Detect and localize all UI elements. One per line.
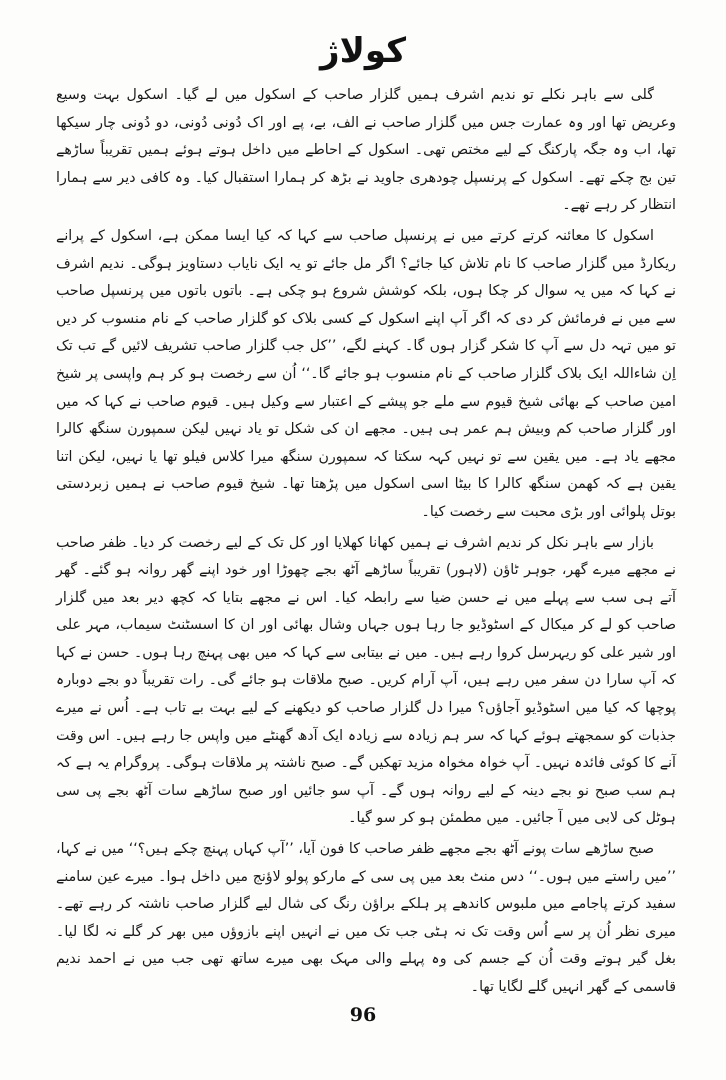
- paragraph: اسکول کا معائنہ کرتے کرتے میں نے پرنسپل صاحب سے کہا کہ کیا ایسا ممکن ہے، اسکول کے پرانے ریکارڈ میں گلزار صاحب کا نام تلاش کیا جائے؟ اگر مل جائے تو یہ ایک نایاب دستاویز ہوگی۔ ندیم اشرف نے کہا کہ میں یہ سوال کر چکا ہوں، بلکہ کوشش شروع ہو چکی ہے۔ باتوں باتوں میں پرنسپل صاحب سے میں نے فرمائش کر دی کہ اگر آپ اپنے اسکول کے کسی بلاک کو گلزار صاحب کے نام منسوب کر دیں تو میں تہہ دل سے آپ کا شکر گزار ہوں گا۔ کہنے لگے، ’’کل جب گلزار صاحب تشریف لائیں گے تب تک اِن شاءاللہ ایک بلاک گلزار صاحب کے نام منسوب ہو جائے گا۔‘‘ اُن سے رخصت ہو کر ہم واپسی پر شیخ امین صاحب کے بھائی شیخ قیوم سے ملے جو پیشے کے اعتبار سے وکیل ہیں۔ قیوم صاحب نے کہا کہ میں اور گلزار صاحب کم وبیش ہم عمر ہی ہیں۔ مجھے ان کی شکل تو یاد نہیں لیکن سمپورن سنگھ کالرا مجھے یاد ہے۔ میں یقین سے تو نہیں کہہ سکتا کہ سمپورن سنگھ میرا کلاس فیلو تھا یا نہیں، لیکن اتنا یقین ہے کہ کھمن سنگھ کالرا کا بیٹا اسی اسکول میں پڑھتا تھا۔ شیخ قیوم صاحب نے ہمیں زبردستی بوتل پلوائی اور بڑی محبت سے رخصت کیا۔: [56, 227, 676, 520]
- paragraph: گلی سے باہر نکلے تو ندیم اشرف ہمیں گلزار صاحب کے اسکول میں لے گیا۔ اسکول بہت وسیع وعریض تھا اور وہ عمارت جس میں گلزار صاحب نے الف، بے، پے اور اک دُونی دُونی، دو دُونی چار سیکھا تھا، اب وہ جگہ پارکنگ کے لیے مختص تھی۔ اسکول کے احاطے میں داخل ہوتے ہوئے ہمیں تقریباً ساڑھے تین بج چکے تھے۔ اسکول کے پرنسپل چودھری جاوید نے بڑھ کر ہمارا استقبال کیا۔ وہ کافی دیر سے ہمارا انتظار کر رہے تھے۔: [56, 87, 676, 214]
- page-header-logo: کولاژ: [320, 31, 406, 71]
- page-number: 96: [349, 1004, 377, 1026]
- body-text: [56, 82, 676, 1002]
- paragraph: بازار سے باہر نکل کر ندیم اشرف نے ہمیں کھانا کھلایا اور کل تک کے لیے رخصت کر دیا۔ ظفر صاحب نے مجھے میرے گھر، جوہر ٹاؤن (لاہور) تقریباً ساڑھے آٹھ بجے چھوڑا اور خود اپنے گھر روانہ ہو گئے۔ گھر آتے ہی سب سے پہلے میں نے حسن ضیا سے رابطہ کیا۔ اس نے مجھے بتایا کہ کچھ دیر بعد میں گلزار صاحب کو لے کر میکال کے اسٹوڈیو جا رہا ہوں جہاں وشال بھائی اور ان کا اسسٹنٹ سیماب، مہر علی اور شیر علی کو ریہرسل کروا رہے ہیں۔ میں نے بیتابی سے کہا کہ میں بھی پہنچ رہا ہوں۔ حسن نے کہا کہ آپ سارا دن سفر میں رہے ہیں، آپ آرام کریں۔ صبح ملاقات ہو جائے گی۔ رات تقریباً دو بجے دوبارہ پوچھا کہ کیا میں اسٹوڈیو آجاؤں؟ میرا دل گلزار صاحب کو دیکھنے کے لیے بہت بے تاب ہے۔ اُس نے میرے جذبات کو سمجھتے ہوئے کہا کہ سر ہم زیادہ سے زیادہ ایک آدھ گھنٹے میں واپس جا رہے ہیں۔ اس وقت آنے کا کوئی فائدہ نہیں۔ آپ خواہ مخواہ مزید تھکیں گے۔ صبح ناشتہ پر ملاقات ہوگی۔ پروگرام یہ ہے کہ ہم سب صبح نو بجے دینہ کے لیے روانہ ہوں گے۔ آپ سو جائیں اور صبح ساڑھے سات آٹھ بجے پی سی ہوٹل کی لابی میں آ جائیں۔ میں مطمئن ہو کر سو گیا۔: [56, 534, 676, 827]
- paragraph: صبح ساڑھے سات پونے آٹھ بجے مجھے ظفر صاحب کا فون آیا، ’’آپ کہاں پہنچ چکے ہیں؟‘‘ میں نے کہا، ’’میں راستے میں ہوں۔‘‘ دس منٹ بعد میں پی سی کے مارکو پولو لاؤنج میں داخل ہوا۔ میرے عین سامنے سفید کرتے پاجامے میں ملبوس کاندھے پر ہلکے براؤن رنگ کی شال لیے گلزار صاحب ناشتہ کر رہے تھے۔ میری نظر اُن پر سے اُس وقت تک نہ ہٹی جب تک میں نے انہیں اپنے بازوؤں میں بھر کر گلے نہ لگا لیا۔ بغل گیر ہوتے وقت اُن کے جسم کی وہ پہلے والی مہک بھی میرے ساتھ تھی جب میں نے احمد ندیم قاسمی کے گھر انہیں گلے لگایا تھا۔: [56, 841, 676, 995]
